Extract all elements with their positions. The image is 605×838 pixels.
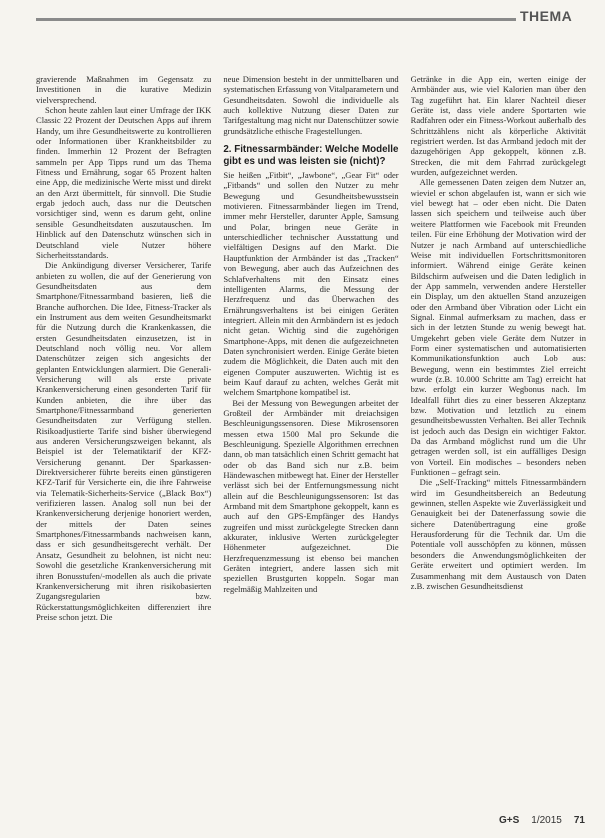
paragraph: Die Ankündigung diverser Versicherer, Tarife anbieten zu wollen, die auf der Generierung von Gesundheitsdaten aus dem Smartphone/Fitnessarmband basieren, ließ die Branche aufhorchen. Die Idee, Fitness-Tracker als ein Instrument aus dem weiten Gesundheitsmarkt für die Nutzung durch die Krankenkassen, die ersten Gesundheitsdaten einzusetzen, ist in Deutschland noch völlig neu. Vor allem Datenschützer zeigen sich angesichts der geplanten Entwicklungen alarmiert. Die Generali-Versicherung will als erste private Krankenversicherung einen gesonderten Tarif für Kunden anbieten, die ihre über das Smartphone/Fitnessarmband generierten Gesundheitsdaten zur Verfügung stellen. Risikoadjustierte Tarife sind bisher überwiegend aus anderen Versicherungszweigen bekannt, als Beispiel ist der Telematiktarif der KFZ-Versicherung genannt. Der Sparkassen-Direktversicherer führte bereits einen günstigeren KFZ-Tarif für Versicherte ein, die ihre Fahrweise via Telematik-Sicherheits-Service („Black Box“) verifizieren lassen. Analog soll nun bei der Krankenversicherung derjenige honoriert werden, der mittels der Daten seines Smartphones/Fitnessarmbands nachweisen kann, dass er sich gesundheitsgerecht verhält. Der Ansatz, Gesundheit zu belohnen, ist nicht neu: Sowohl die gesetzliche Krankenversicherung mit ihren Bonusstufen/-modellen als auch die private Krankenversicherung mit ihren risikobasierten Zugangsregularien bzw. Rückerstattungsmöglichkeiten differenziert ihre Preise schon jetzt. Die [36,260,212,622]
paragraph: gravierende Maßnahmen im Gegensatz zu Investitionen in die kurative Medizin vielversprechend. [36,74,212,105]
page-number: 71 [573,815,585,826]
section-heading: 2. Fitnessarmbänder: Welche Modelle gibt es und was leisten sie (nicht)? [223,144,399,167]
header-rule [36,18,516,21]
section-label: THEMA [520,8,573,24]
paragraph: Bei der Messung von Bewegungen arbeitet der Großteil der Armbänder mit dreiachsigen Beschleunigungssensoren. Diese Mikrosensoren messen etwa 1500 Mal pro Sekunde die Beschleunigung. Spezielle Algorithmen errechnen dann, ob man tatsächlich einen Schritt gemacht hat oder ob das Band sich nur z.B. beim Händewaschen mitbewegt hat. Einer der Hersteller verlässt sich bei der Entfernungsmessung nicht allein auf die Beschleunigungssensoren: Ist das Armband mit dem Smartphone gekoppelt, kann es auch auf den GPS-Empfänger des Handys zugreifen und misst zurückgelegte Strecken dann akkurater, inklusive Werten zurückgelegter Höhenmeter aufgezeichnet. Die Herzfrequenzmessung ist ebenso bei manchen Geräten integriert, andere lassen sich mit speziellen Brustgurten koppeln. Sogar man regelmäßig Mahlzeiten und [223,397,399,594]
paragraph: Schon heute zahlen laut einer Umfrage der IKK Classic 22 Prozent der Deutschen Apps auf ihrem Handy, um ihre Gesundheitswerte zu kontrollieren oder Informationen über Krankheitsbilder zu finden. Immerhin 12 Prozent der Befragten sammeln per App Tipps rund um das Thema Fitness und Ernährung, sogar 65 Prozent halten eine App, die medizinische Werte misst und direkt an den Arzt übermittelt, für sinnvoll. Die Studie ergab jedoch auch, dass nur die Deutschen vorsichtiger sind, wenn es darum geht, online sensible Gesundheitsdaten auszutauschen. Im Hinblick auf den Datenschutz wünschen sich in Deutschland viele Nutzer höhere Sicherheitsstandards. [36,105,212,260]
paragraph: Die „Self-Tracking“ mittels Fitnessarmbändern wird im Gesundheitsbereich an Bedeutung gewinnen, stellen Aspekte wie Zuverlässigkeit und Genauigkeit bei der Datenerfassung sowie die sichere Datenübertragung eine große Herausforderung für die Technik dar. Um die Potentiale voll ausschöpfen zu können, müssen besonders die Anwendungsmöglichkeiten der Geräte erweitert und optimiert werden. Im Zusammenhang mit dem Austausch von Daten z.B. zwischen Gesundheitsdienst [410,477,586,591]
paragraph: Alle gemessenen Daten zeigen dem Nutzer an, wieviel er schon abgelaufen ist, wann er sich wie viel bewegt hat – oder eben nicht. Die Daten lassen sich speichern und teilweise auch über weitere Plattformen wie Facebook mit Freunden teilen. Für eine Erhöhung der Motivation wird der Nutzer je nach Armband auf unterschiedliche Weise mit individuellen Fortschrittsmonitoren informiert. Während einige Geräte keinen Bildschirm aufweisen und die Daten lediglich in der App sammeln, verwenden andere Hersteller ein Display, um den aktuellen Stand anzuzeigen oder den Armband über Vibration oder Licht ein Signal. Einmal aufmerksam zu machen, dass er sich in der letzten Stunde zu wenig bewegt hat. Umgekehrt geben viele Geräte dem Nutzer in Form einer systematischen und automatisierten Kommunikationsfunktion auch Lob aus: Bewegung, wenn ein bestimmtes Ziel erreicht wurde (z.B. 10.000 Schritte am Tag) erreicht hat bzw. erfolgt ein kurzer Wegbonus nach. Im Idealfall führt dies zu einer besseren Akzeptanz bzw. Motivation und letztlich zu einem gesundheitsbewussten Verhalten. Bei aller Technik ist jedoch auch das Design ein wichtiger Faktor. Da das Armband möglichst rund um die Uhr getragen werden soll, ist ein auffälliges Design von Vorteil. Ein modisches – besonders neben Funktionen – gefragt sein. [410,177,586,478]
issue-number: 1/2015 [531,815,562,826]
paragraph: neue Dimension besteht in der unmittelbaren und systematischen Erfassung von Vitalparametern und Gesundheitsdaten. Sowohl die individuelle als auch kollektive Nutzung dieser Daten zur Tarifgestaltung mag nicht nur Datenschützer sowie grundsätzliche ethische Fragestellungen. [223,74,399,136]
page-footer [499,815,585,826]
journal-brand: G+S [498,815,520,826]
article-body [36,74,586,799]
column-1 [36,74,211,799]
paragraph: Getränke in die App ein, werten einige der Armbänder aus, wie viel Kalorien man über den Tag zugeführt hat. Ein klarer Nachteil dieser Geräte ist, dass viele andere Sportarten wie Radfahren oder ein Fitness-Workout außerhalb des Schrittzählens nicht als körperliche Aktivität registriert werden. Ist das Armband jedoch mit der dazugehörigen App gekoppelt, können z.B. Strecken, die mit dem Fahrrad zurückgelegt wurden, aufgezeichnet werden. [410,74,586,178]
paragraph: Sie heißen „Fitbit“, „Jawbone“, „Gear Fit“ oder „Fitbands“ und sollen den Nutzer zu mehr Bewegung und Gesundheitsbewusstsein motivieren. Fitnessarmbänder liegen im Trend, immer mehr Hersteller, darunter Apple, Samsung und Polar, bringen neue Geräte in unterschiedlicher technischer Ausstattung und vielfältigen Designs auf den Markt. Die Hauptfunktion der Armbänder ist das „Tracken“ von Bewegung, aber auch das Aufzeichnen des Schlafverhaltens mit den Einsatz eines intelligenten Alarms, die Messung der Herzfrequenz und das Überwachen des Ernährungsverhaltens ist bei einigen Geräten integriert. Allein mit den Armbändern ist es jedoch nicht getan. Wichtig sind die zugehörigen Smartphone-Apps, mit denen die aufgezeichneten Daten synchronisiert werden. Einige Geräte bieten zudem die Möglichkeit, die Daten auch mit den eigenen Computer auszuwerten. Wichtig ist es beim Kauf darauf zu achten, welches Gerät mit welchem Smartphone kompatibel ist. [223,170,399,398]
column-2 [223,74,398,799]
column-3 [411,74,586,799]
